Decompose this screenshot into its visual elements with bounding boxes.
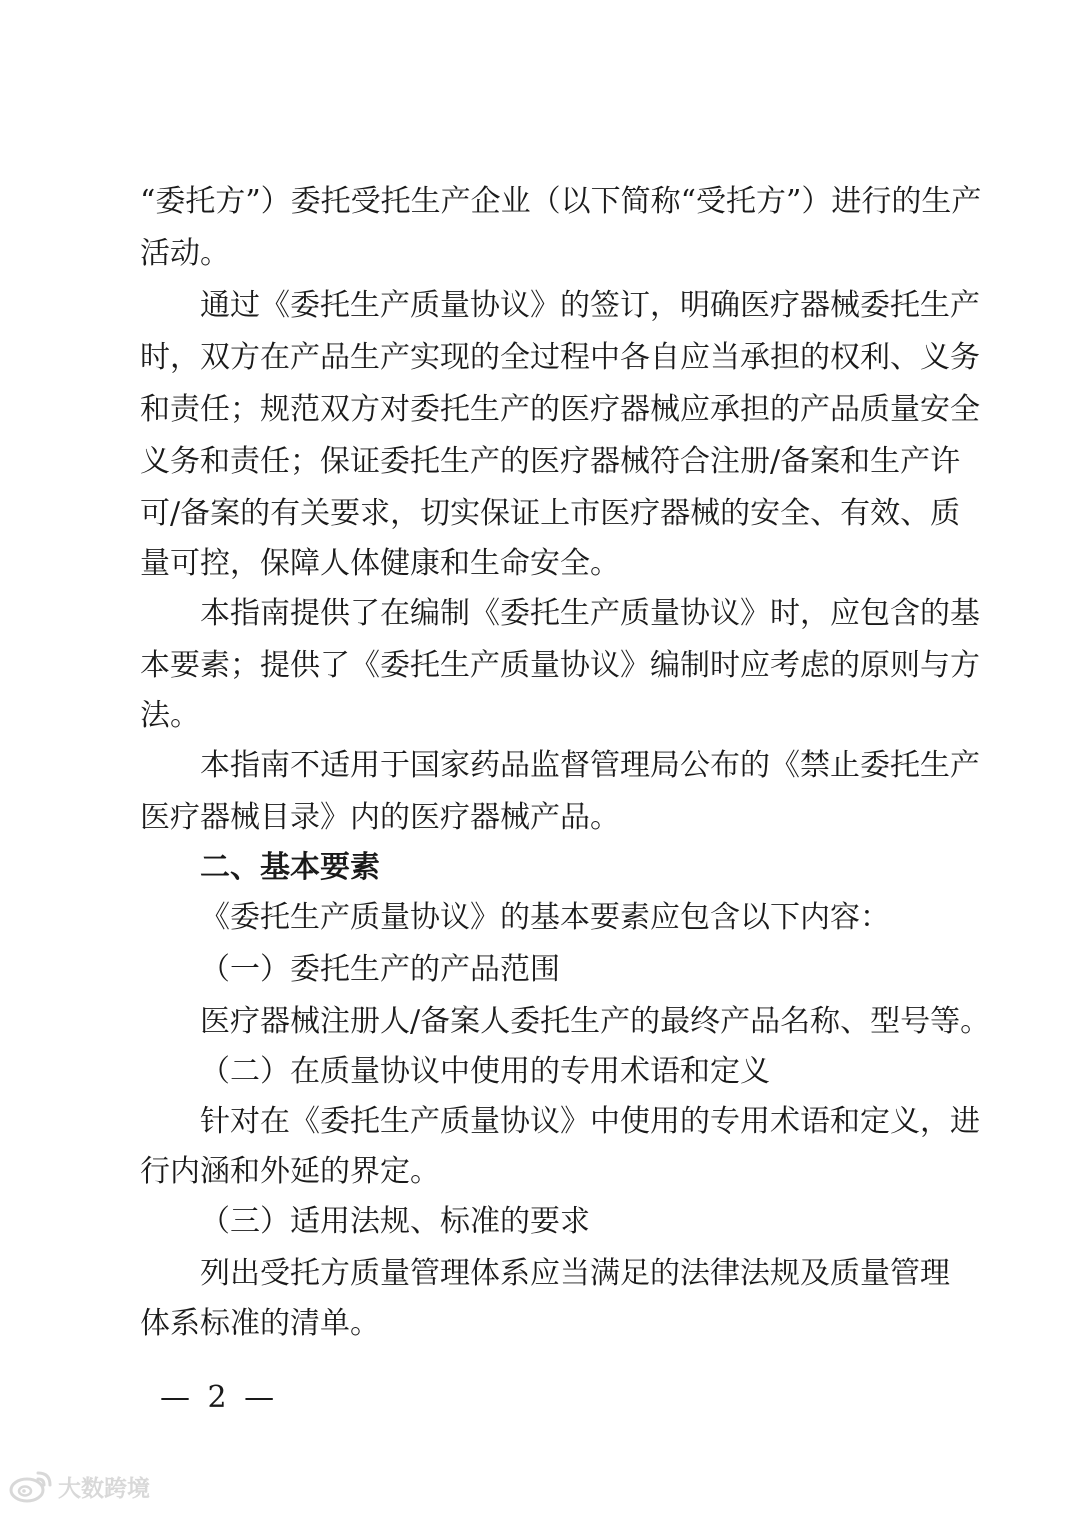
text-line-19: 针对在《委托生产质量协议》中使用的专用术语和定义，进 — [200, 1104, 980, 1139]
page-number: — 2 — — [160, 1380, 279, 1415]
text-line-3: 通过《委托生产质量协议》的签订，明确医疗器械委托生产 — [200, 288, 980, 323]
subheading-2: （二）在质量协议中使用的专用术语和定义 — [200, 1054, 770, 1089]
text-line-8: 量可控，保障人体健康和生命安全。 — [140, 546, 620, 581]
text-line-22: 列出受托方质量管理体系应当满足的法律法规及质量管理 — [200, 1256, 950, 1291]
text-line-23: 体系标准的清单。 — [140, 1306, 380, 1341]
text-line-12: 本指南不适用于国家药品监督管理局公布的《禁止委托生产 — [200, 748, 980, 783]
text-line-6: 义务和责任；保证委托生产的医疗器械符合注册/备案和生产许 — [140, 444, 961, 479]
text-line-5: 和责任；规范双方对委托生产的医疗器械应承担的产品质量安全 — [140, 392, 980, 427]
watermark — [8, 1466, 150, 1506]
watermark-text: 大数跨境 — [58, 1475, 150, 1502]
text-line-1: “委托方”）委托受托生产企业（以下简称“受托方”）进行的生产 — [140, 184, 982, 219]
subheading-3: （三）适用法规、标准的要求 — [200, 1204, 590, 1239]
text-line-13: 医疗器械目录》内的医疗器械产品。 — [140, 800, 620, 835]
text-line-17: 医疗器械注册人/备案人委托生产的最终产品名称、型号等。 — [200, 1004, 991, 1039]
text-line-9: 本指南提供了在编制《委托生产质量协议》时，应包含的基 — [200, 596, 980, 631]
text-line-15: 《委托生产质量协议》的基本要素应包含以下内容： — [200, 900, 890, 935]
text-line-7: 可/备案的有关要求，切实保证上市医疗器械的安全、有效、质 — [140, 496, 961, 531]
subheading-1: （一）委托生产的产品范围 — [200, 952, 560, 987]
text-line-11: 法。 — [140, 698, 200, 733]
text-line-20: 行内涵和外延的界定。 — [140, 1154, 440, 1189]
section-heading: 二、基本要素 — [200, 850, 380, 885]
text-line-10: 本要素；提供了《委托生产质量协议》编制时应考虑的原则与方 — [140, 648, 980, 683]
weibo-logo-icon — [8, 1469, 54, 1503]
text-line-4: 时，双方在产品生产实现的全过程中各自应当承担的权利、义务 — [140, 340, 980, 375]
text-line-2: 活动。 — [140, 236, 230, 271]
